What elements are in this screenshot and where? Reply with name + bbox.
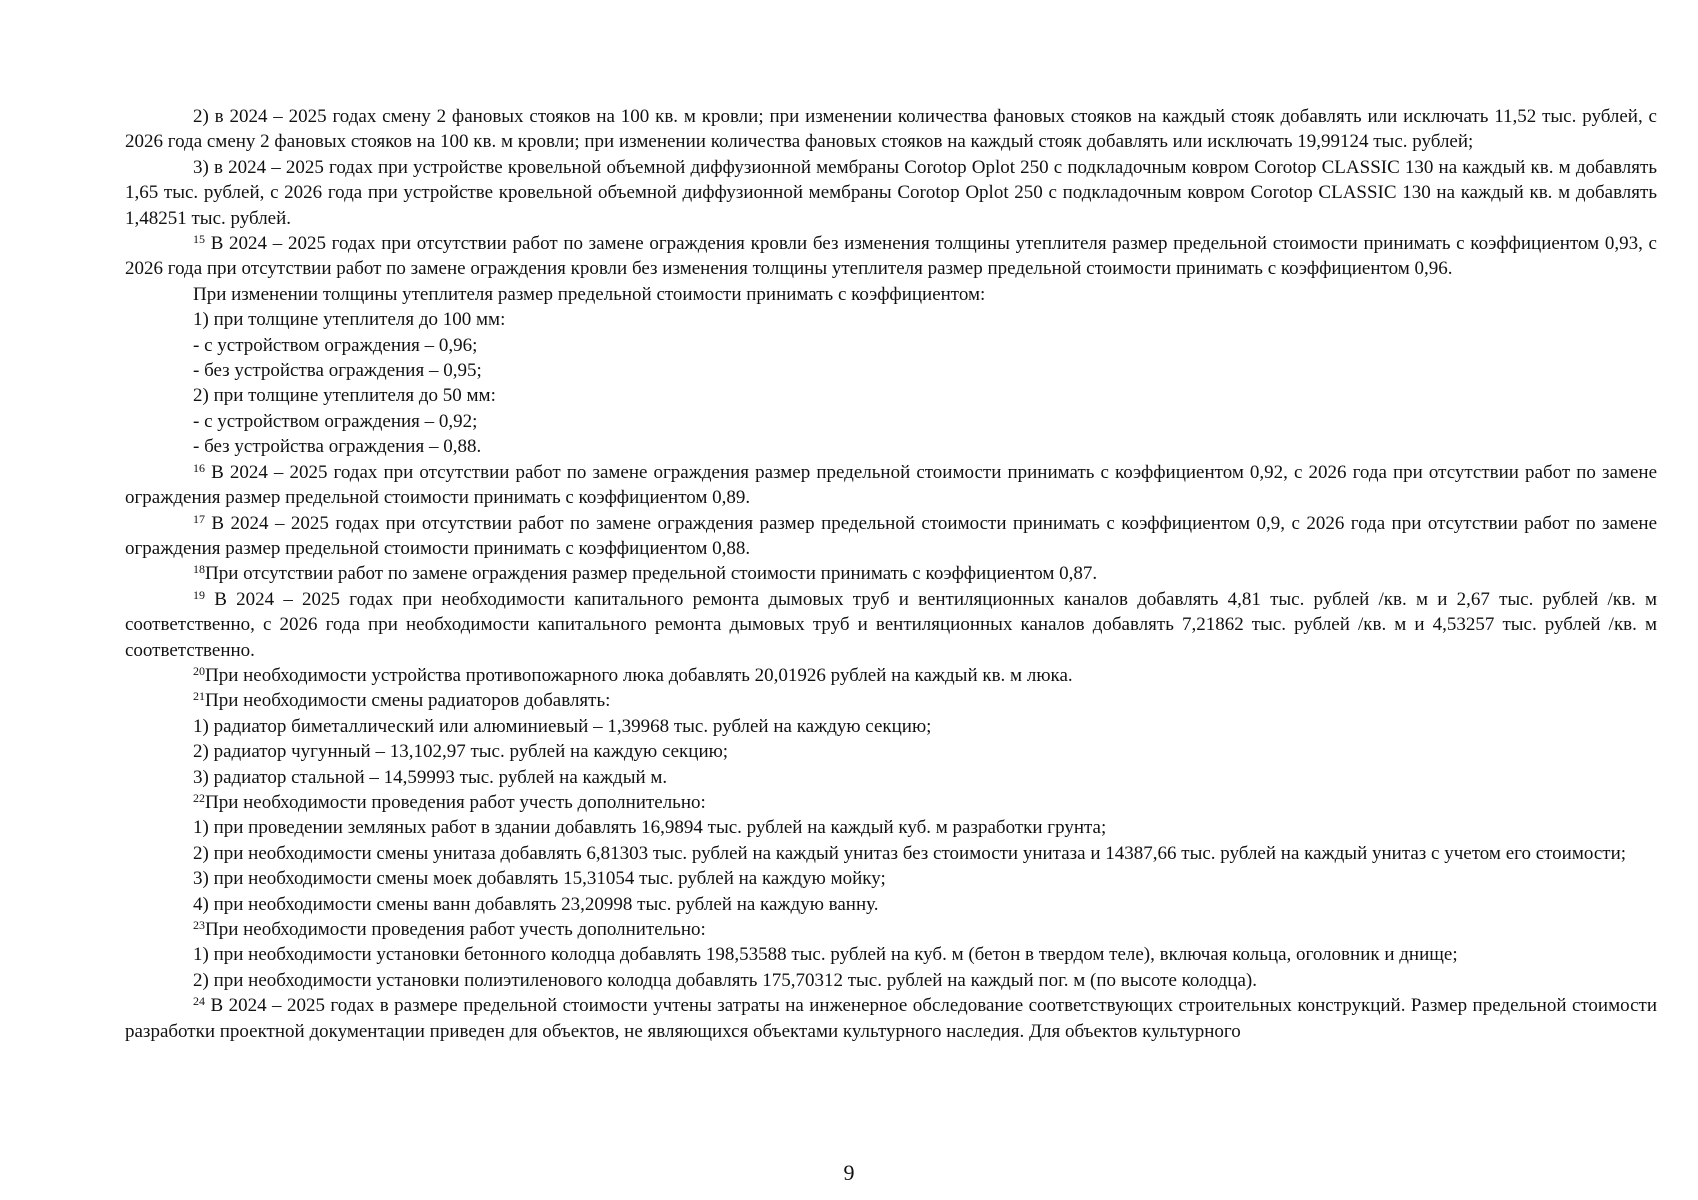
text-paragraph: [125, 892, 1657, 917]
document-body: [125, 104, 1657, 1044]
text-paragraph: [125, 333, 1657, 358]
text-paragraph: [125, 104, 1657, 155]
text-paragraph: [125, 409, 1657, 434]
paragraph-text: - без устройства ограждения – 0,95;: [193, 360, 482, 382]
paragraph-text: 3) в 2024 – 2025 годах при устройстве кровельной объемной диффузионной мембраны Corotop Oplot 250 с подкладочным ковром Corotop CLASSIC 130 на каждый кв. м добавлять 1,65 тыс. рублей, с 2026 года при устройстве кровельной объемной диффузионной мембраны Corotop Oplot 250 с подкладочным ковром Corotop CLASSIC 130 на каждый кв. м добавлять 1,48251 тыс. рублей.: [125, 156, 1657, 229]
paragraph-text: При отсутствии работ по замене ограждения размер предельной стоимости принимать с коэффициентом 0,87.: [205, 563, 1098, 585]
footnote-paragraph: [125, 688, 1657, 713]
footnote-paragraph: [125, 790, 1657, 815]
footnote-marker: 20: [193, 663, 205, 678]
footnote-paragraph: [125, 561, 1657, 586]
footnote-marker: 17: [193, 511, 205, 526]
paragraph-text: 4) при необходимости смены ванн добавлять 23,20998 тыс. рублей на каждую ванну.: [193, 893, 879, 915]
page-number: 9: [843, 1160, 855, 1185]
paragraph-text: 1) при толщине утеплителя до 100 мм:: [193, 309, 506, 331]
text-paragraph: [125, 358, 1657, 383]
text-paragraph: [125, 815, 1657, 840]
text-paragraph: [125, 942, 1657, 967]
paragraph-text: При изменении толщины утеплителя размер предельной стоимости принимать с коэффициентом:: [193, 283, 986, 305]
paragraph-text: 2) при толщине утеплителя до 50 мм:: [193, 385, 496, 407]
paragraph-text: 1) при проведении земляных работ в здании добавлять 16,9894 тыс. рублей на каждый куб. м разработки грунта;: [193, 817, 1107, 839]
footnote-paragraph: [125, 460, 1657, 511]
footnote-paragraph: [125, 917, 1657, 942]
footnote-marker: 23: [193, 918, 205, 932]
paragraph-text: 2) при необходимости смены унитаза добавлять 6,81303 тыс. рублей на каждый унитаз без стоимости унитаза и 14387,66 тыс. рублей на каждый унитаз с учетом его стоимости;: [193, 842, 1627, 864]
footnote-paragraph: [125, 993, 1657, 1044]
text-paragraph: [125, 434, 1657, 459]
text-paragraph: [125, 282, 1657, 307]
paragraph-text: В 2024 – 2025 годах при отсутствии работ по замене ограждения размер предельной стоимости принимать с коэффициентом 0,92, с 2026 года при отсутствии работ по замене ограждения размер предельной стоимости принимать с коэффициентом 0,89.: [125, 461, 1657, 509]
paragraph-text: 1) радиатор биметаллический или алюминиевый – 1,39968 тыс. рублей на каждую секцию;: [193, 715, 932, 737]
paragraph-text: При необходимости смены радиаторов добавлять:: [205, 690, 611, 712]
paragraph-text: - с устройством ограждения – 0,92;: [193, 410, 478, 432]
paragraph-text: В 2024 – 2025 годах при отсутствии работ по замене ограждения кровли без изменения толщины утеплителя размер предельной стоимости принимать с коэффициентом 0,93, с 2026 года при отсутствии работ по замене ограждения кровли без изменения толщины утеплителя размер предельной стоимости принимать с коэффициентом 0,96.: [125, 233, 1657, 280]
paragraph-text: 2) радиатор чугунный – 13,102,97 тыс. рублей на каждую секцию;: [193, 741, 729, 763]
paragraph-text: В 2024 – 2025 годах при отсутствии работ по замене ограждения размер предельной стоимости принимать с коэффициентом 0,9, с 2026 года при отсутствии работ по замене ограждения размер предельной стоимости принимать с коэффициентом 0,88.: [125, 512, 1657, 559]
paragraph-text: - без устройства ограждения – 0,88.: [193, 436, 482, 458]
footnote-paragraph: [125, 511, 1657, 562]
paragraph-text: При необходимости проведения работ учесть дополнительно:: [205, 791, 706, 813]
footnote-paragraph: [125, 663, 1657, 688]
text-paragraph: [125, 307, 1657, 332]
paragraph-text: 2) при необходимости установки полиэтиленового колодца добавлять 175,70312 тыс. рублей на каждый пог. м (по высоте колодца).: [193, 969, 1257, 991]
paragraph-text: В 2024 – 2025 годах в размере предельной стоимости учтены затраты на инженерное обследование соответствующих строительных конструкций. Размер предельной стоимости разработки проектной документации приведен для объектов, не являющихся объектами культурного наследия. Для объектов культурного: [125, 995, 1657, 1042]
paragraph-text: 3) при необходимости смены моек добавлять 15,31054 тыс. рублей на каждую мойку;: [193, 868, 886, 890]
paragraph-text: - с устройством ограждения – 0,96;: [193, 334, 478, 356]
text-paragraph: [125, 155, 1657, 231]
text-paragraph: [125, 714, 1657, 739]
text-paragraph: [125, 383, 1657, 408]
footnote-marker: 15: [193, 232, 205, 247]
footnote-paragraph: [125, 587, 1657, 663]
paragraph-text: В 2024 – 2025 годах при необходимости капитального ремонта дымовых труб и вентиляционных каналов добавлять 4,81 тыс. рублей /кв. м и 2,67 тыс. рублей /кв. м соответственно, с 2026 года при необходимости капитального ремонта дымовых труб и вентиляционных каналов добавлять 7,21862 тыс. рублей /кв. м и 4,53257 тыс. рублей /кв. м соответственно.: [125, 588, 1657, 661]
footnote-paragraph: [125, 231, 1657, 282]
footnote-marker: 19: [193, 587, 205, 602]
footnote-marker: 22: [193, 790, 205, 805]
paragraph-text: При необходимости устройства противопожарного люка добавлять 20,01926 рублей на каждый кв. м люка.: [205, 664, 1073, 686]
footnote-marker: 24: [193, 994, 205, 1009]
footnote-marker: 21: [193, 689, 205, 704]
text-paragraph: [125, 866, 1657, 891]
paragraph-text: 1) при необходимости установки бетонного колодца добавлять 198,53588 тыс. рублей на куб. м (бетон в твердом теле), включая кольца, оголовник и днище;: [193, 944, 1458, 966]
footnote-marker: 18: [193, 562, 205, 577]
paragraph-text: 3) радиатор стальной – 14,59993 тыс. рублей на каждый м.: [193, 766, 668, 788]
paragraph-text: При необходимости проведения работ учесть дополнительно:: [205, 919, 706, 940]
text-paragraph: [125, 739, 1657, 764]
text-paragraph: [125, 968, 1657, 993]
text-paragraph: [125, 765, 1657, 790]
text-paragraph: [125, 841, 1657, 866]
paragraph-text: 2) в 2024 – 2025 годах смену 2 фановых стояков на 100 кв. м кровли; при изменении количества фановых стояков на каждый стояк добавлять или исключать 11,52 тыс. рублей, с 2026 года смену 2 фановых стояков на 100 кв. м кровли; при изменении количества фановых стояков на каждый стояк добавлять или исключать 19,99124 тыс. рублей;: [125, 106, 1657, 153]
footnote-marker: 16: [193, 460, 205, 475]
